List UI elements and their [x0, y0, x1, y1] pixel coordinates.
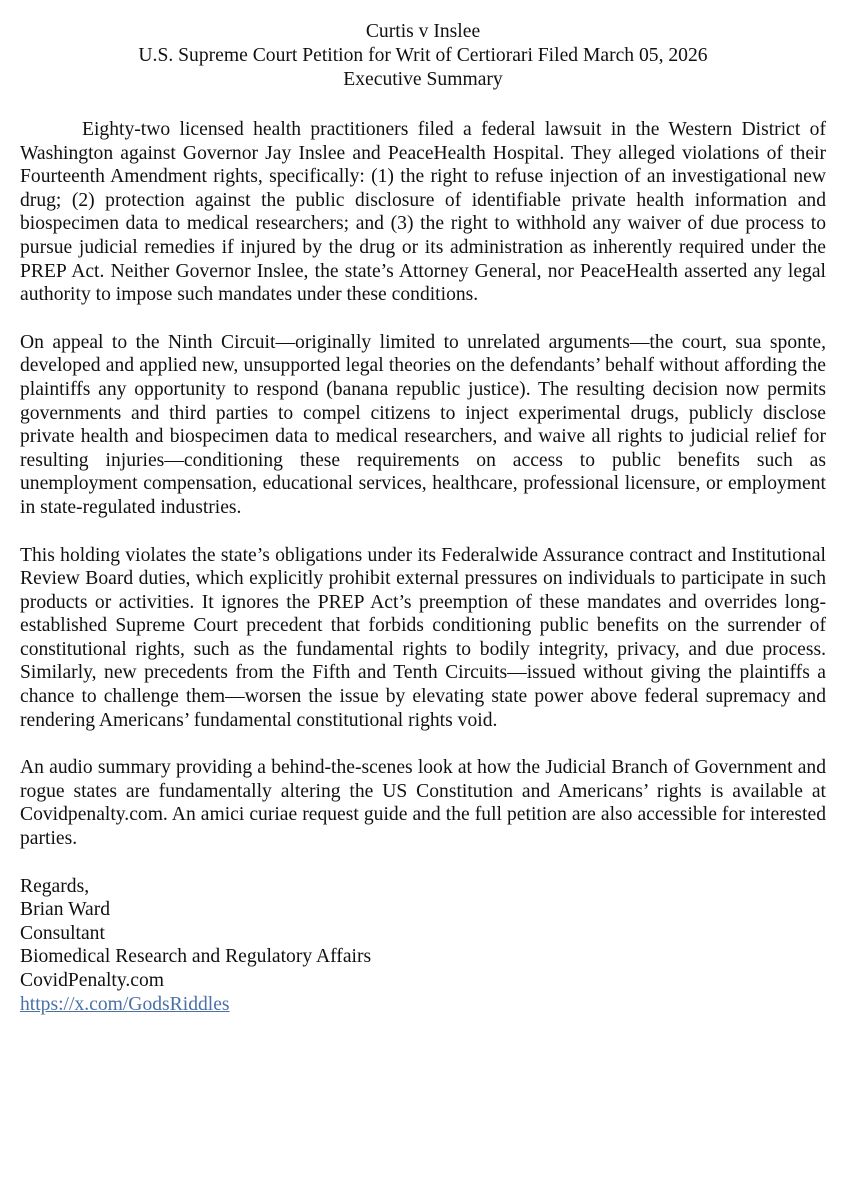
paragraph-audio-summary: An audio summary providing a behind-the-scenes look at how the Judicial Branch of Government and rogue states are fundamentally altering the US Constitution and Americans’ rights is available at Covidpenalty.com. An amici curiae request guide and the full petition are also accessible for interested parties.: [20, 757, 826, 850]
social-link[interactable]: https://x.com/GodsRiddles: [20, 993, 230, 1015]
document-page: [20, 20, 826, 1016]
case-title: Curtis v Inslee: [365, 21, 481, 42]
paragraph-appeal: On appeal to the Ninth Circuit—originally limited to unrelated arguments—the court, sua sponte, developed and applied new, unsupported legal theories on the defendants’ behalf without affording the plaintiffs any opportunity to respond (banana republic justice). The resulting decision now permits governments and third parties to compel citizens to inject experimental drugs, publicly disclose private health and biospecimen data to medical researchers, and waive all rights to judicial relief for resulting injuries—conditioning these requirements on access to public benefits such as unemployment compensation, educational services, healthcare, professional licensure, or employment in state-regulated industries.: [20, 331, 826, 518]
signature-block: [20, 875, 826, 1017]
document-header: [20, 20, 826, 92]
paragraph-holding: This holding violates the state’s obligations under its Federalwide Assurance contract and Institutional Review Board duties, which explicitly prohibit external pressures on individuals to participate in such products or activities. It ignores the PREP Act’s preemption of these mandates and overrides long-established Supreme Court precedent that forbids conditioning public benefits on the surrender of constitutional rights, such as the fundamental rights to bodily integrity, privacy, and due process. Similarly, new precedents from the Fifth and Tenth Circuits—issued without giving the plaintiffs a chance to challenge them—worsen the issue by elevating state power above federal supremacy and rendering Americans’ fundamental constitutional rights void.: [20, 544, 826, 731]
section-title: Executive Summary: [343, 69, 503, 90]
filing-line: U.S. Supreme Court Petition for Writ of Certiorari Filed March 05, 2026: [138, 45, 708, 66]
signature-title: Consultant: [20, 922, 105, 944]
document-body: [20, 118, 826, 851]
paragraph-lawsuit: Eighty-two licensed health practitioners filed a federal lawsuit in the Western District of Washington against Governor Jay Inslee and PeaceHealth Hospital. They alleged violations of their Fourteenth Amendment rights, specifically: (1) the right to refuse injection of an investigational new drug; (2) protection against the public disclosure of identifiable private health information and biospecimen data to medical researchers; and (3) the right to withhold any waiver of due process to pursue judicial remedies if injured by the drug or its administration as inherently required under the PREP Act. Neither Governor Inslee, the state’s Attorney General, nor PeaceHealth asserted any legal authority to impose such mandates under these conditions.: [20, 119, 826, 306]
signature-department: Biomedical Research and Regulatory Affairs: [20, 946, 372, 968]
signature-closing: Regards,: [20, 875, 90, 897]
signature-name: Brian Ward: [20, 899, 111, 921]
signature-website: CovidPenalty.com: [20, 970, 165, 991]
